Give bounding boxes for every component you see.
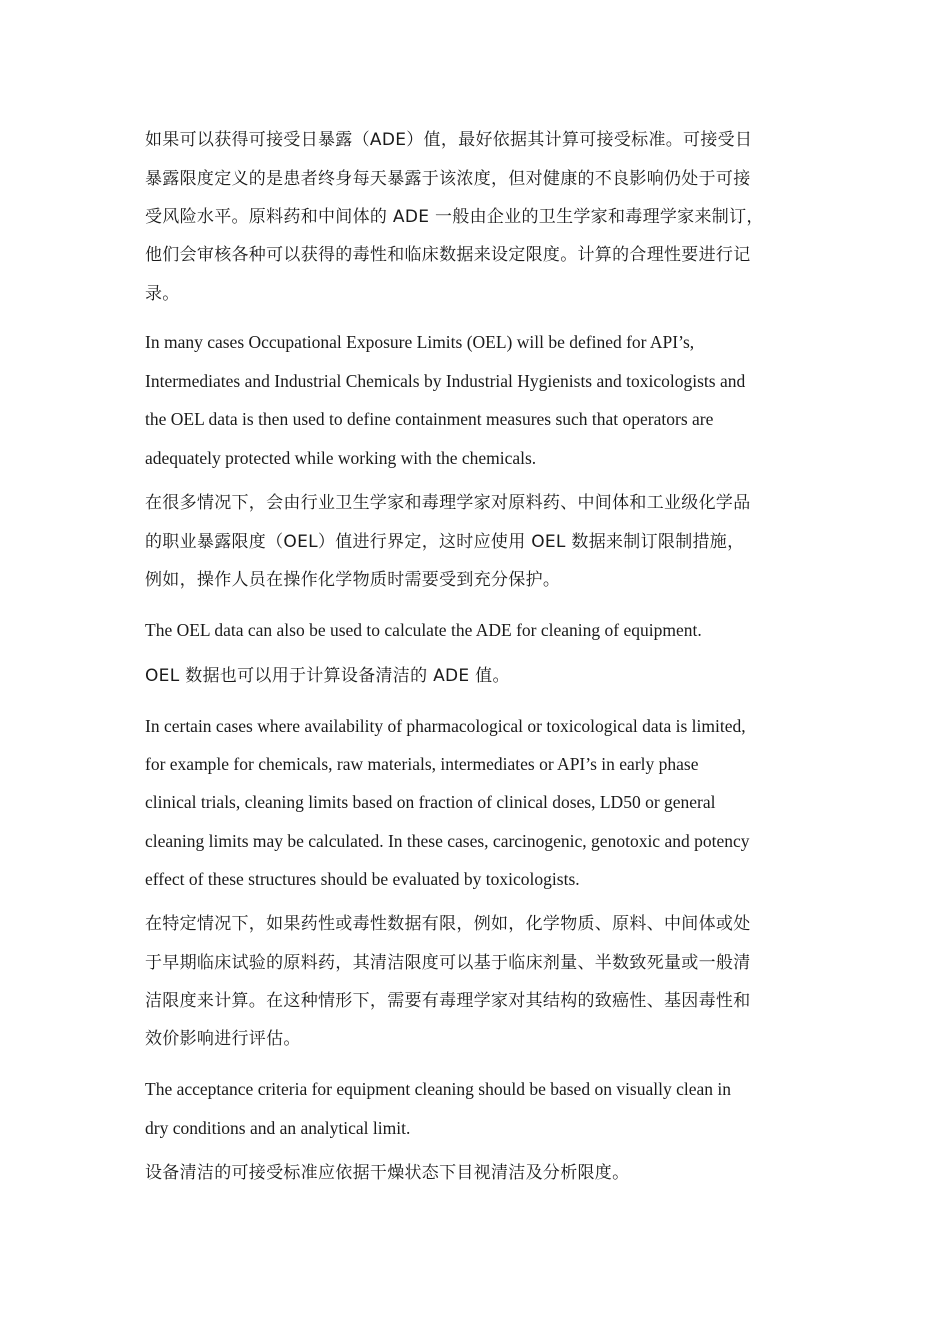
text-line: Intermediates and Industrial Chemicals by Industrial Hygienists and toxicologists and — [145, 371, 746, 391]
text-line: for example for chemicals, raw materials, intermediates or API’s in early phase — [145, 754, 699, 774]
text-line: 在很多情况下，会由行业卫生学家和毒理学家对原料药、中间体和工业级化学品 — [145, 493, 751, 513]
text-line: 例如，操作人员在操作化学物质时需要受到充分保护。 — [145, 570, 561, 590]
text-line: 设备清洁的可接受标准应依据干燥状态下目视清洁及分析限度。 — [145, 1163, 630, 1183]
text-line: the OEL data is then used to define containment measures such that operators are — [145, 409, 714, 429]
text-line: dry conditions and an analytical limit. — [145, 1118, 411, 1138]
text-line: In certain cases where availability of pharmacological or toxicological data is limited, — [145, 716, 746, 736]
text-line: 效价影响进行评估。 — [145, 1029, 301, 1049]
text-line: effect of these structures should be evaluated by toxicologists. — [145, 869, 580, 889]
text-line: 录。 — [145, 284, 180, 304]
text-line: 受风险水平。原料药和中间体的 ADE 一般由企业的卫生学家和毒理学家来制订， — [145, 207, 764, 227]
text-line: adequately protected while working with the chemicals. — [145, 448, 537, 468]
text-line: The OEL data can also be used to calculate the ADE for cleaning of equipment. — [145, 620, 702, 640]
text-line: The acceptance criteria for equipment cleaning should be based on visually clean in — [145, 1079, 732, 1099]
text-line: 在特定情况下，如果药性或毒性数据有限，例如，化学物质、原料、中间体或处 — [145, 914, 751, 934]
text-line: 暴露限度定义的是患者终身每天暴露于该浓度，但对健康的不良影响仍处于可接 — [145, 169, 751, 189]
text-line: 的职业暴露限度（OEL）值进行界定，这时应使用 OEL 数据来制订限制措施， — [145, 532, 745, 552]
text-line: 他们会审核各种可以获得的毒性和临床数据来设定限度。计算的合理性要进行记 — [145, 245, 751, 265]
text-line: OEL 数据也可以用于计算设备清洁的 ADE 值。 — [145, 666, 510, 686]
text-line: 于早期临床试验的原料药，其清洁限度可以基于临床剂量、半数致死量或一般清 — [145, 953, 751, 973]
text-line: 洁限度来计算。在这种情形下，需要有毒理学家对其结构的致癌性、基因毒性和 — [145, 991, 751, 1011]
text-line: cleaning limits may be calculated. In these cases, carcinogenic, genotoxic and potency — [145, 831, 750, 851]
text-line: In many cases Occupational Exposure Limits (OEL) will be defined for API’s, — [145, 332, 695, 352]
text-line: clinical trials, cleaning limits based on fraction of clinical doses, LD50 or general — [145, 792, 716, 812]
text-line: 如果可以获得可接受日暴露（ADE）值，最好依据其计算可接受标准。可接受日 — [145, 130, 753, 150]
